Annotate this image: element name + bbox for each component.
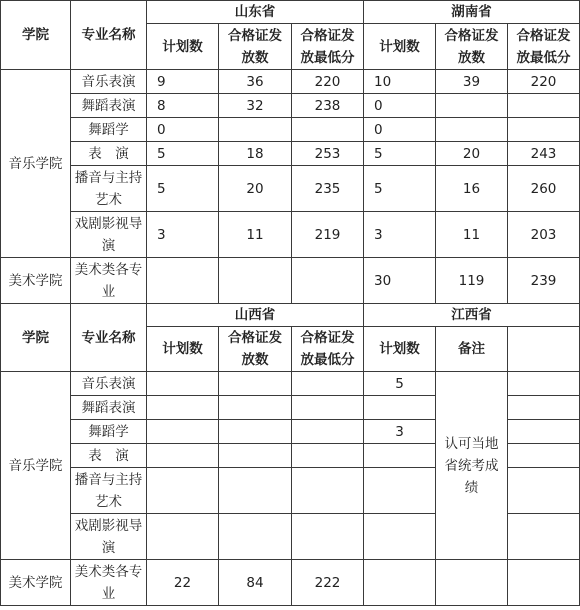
- major-cell: 戏剧影视导演: [71, 212, 147, 258]
- min-score-cell: 253: [292, 142, 364, 166]
- header-min-score: 合格证发放最低分: [292, 24, 364, 70]
- plan-cell: [147, 514, 219, 560]
- plan-cell: [147, 258, 219, 304]
- issued-cell: [436, 118, 508, 142]
- plan-cell: 5: [364, 142, 436, 166]
- min-score-cell: 235: [292, 166, 364, 212]
- major-cell: 美术类各专业: [71, 560, 147, 606]
- plan-cell: 3: [364, 212, 436, 258]
- plan-cell: 5: [364, 166, 436, 212]
- table-row: [1, 142, 580, 166]
- issued-cell: 20: [436, 142, 508, 166]
- min-score-cell: [292, 420, 364, 444]
- plan-cell: [364, 560, 436, 606]
- issued-cell: [219, 258, 292, 304]
- plan-cell: 22: [147, 560, 219, 606]
- header-major: 专业名称: [71, 304, 147, 372]
- table-row: [1, 70, 580, 94]
- header-college: 学院: [1, 304, 71, 372]
- plan-cell: 10: [364, 70, 436, 94]
- major-cell: 美术类各专业: [71, 258, 147, 304]
- min-score-cell: 203: [508, 212, 580, 258]
- plan-cell: [364, 444, 436, 468]
- college-cell: 音乐学院: [1, 372, 71, 560]
- header-plan: 计划数: [147, 24, 219, 70]
- empty-header-cell: [508, 327, 580, 372]
- issued-cell: 18: [219, 142, 292, 166]
- min-score-cell: [292, 372, 364, 396]
- plan-cell: [364, 396, 436, 420]
- plan-cell: 3: [364, 420, 436, 444]
- plan-cell: 5: [147, 166, 219, 212]
- header-province-shanxi: 山西省: [147, 304, 364, 327]
- header-college: 学院: [1, 1, 71, 70]
- extra-cell: [508, 560, 580, 606]
- plan-cell: 8: [147, 94, 219, 118]
- extra-cell: [508, 444, 580, 468]
- min-score-cell: 239: [508, 258, 580, 304]
- table-row: [1, 94, 580, 118]
- major-cell: 表 演: [71, 142, 147, 166]
- min-score-cell: [292, 396, 364, 420]
- plan-cell: 0: [364, 118, 436, 142]
- extra-cell: [508, 372, 580, 396]
- min-score-cell: 220: [292, 70, 364, 94]
- major-cell: 音乐表演: [71, 70, 147, 94]
- major-cell: 舞蹈学: [71, 420, 147, 444]
- min-score-cell: [292, 514, 364, 560]
- plan-cell: [147, 420, 219, 444]
- min-score-cell: 238: [292, 94, 364, 118]
- min-score-cell: 220: [508, 70, 580, 94]
- remark-cell: 认可当地省统考成绩: [436, 372, 508, 560]
- extra-cell: [508, 514, 580, 560]
- issued-cell: [219, 444, 292, 468]
- issued-cell: 11: [219, 212, 292, 258]
- table-row: [1, 212, 580, 258]
- plan-cell: 30: [364, 258, 436, 304]
- plan-cell: 0: [364, 94, 436, 118]
- plan-cell: 5: [147, 142, 219, 166]
- issued-cell: 16: [436, 166, 508, 212]
- header-issued: 合格证发放数: [219, 327, 292, 372]
- issued-cell: [436, 94, 508, 118]
- header-issued: 合格证发放数: [219, 24, 292, 70]
- min-score-cell: [292, 258, 364, 304]
- plan-cell: [147, 372, 219, 396]
- issued-cell: [219, 468, 292, 514]
- major-cell: 播音与主持艺术: [71, 166, 147, 212]
- min-score-cell: [508, 94, 580, 118]
- plan-cell: [147, 468, 219, 514]
- table-row: [1, 166, 580, 212]
- header-min-score: 合格证发放最低分: [292, 327, 364, 372]
- extra-cell: [508, 468, 580, 514]
- major-cell: 表 演: [71, 444, 147, 468]
- header-remark: 备注: [436, 327, 508, 372]
- college-cell: 音乐学院: [1, 70, 71, 258]
- major-cell: 舞蹈学: [71, 118, 147, 142]
- header-province-shandong: 山东省: [147, 1, 364, 24]
- college-cell: 美术学院: [1, 258, 71, 304]
- issued-cell: 20: [219, 166, 292, 212]
- major-cell: 播音与主持艺术: [71, 468, 147, 514]
- min-score-cell: 222: [292, 560, 364, 606]
- extra-cell: [508, 396, 580, 420]
- header-plan: 计划数: [147, 327, 219, 372]
- header-plan: 计划数: [364, 24, 436, 70]
- header-major: 专业名称: [71, 1, 147, 70]
- min-score-cell: [292, 444, 364, 468]
- plan-cell: [364, 514, 436, 560]
- table-row: [1, 560, 580, 606]
- min-score-cell: [508, 118, 580, 142]
- issued-cell: [219, 420, 292, 444]
- empty-cell: [436, 560, 508, 606]
- header-province-jiangxi: 江西省: [364, 304, 580, 327]
- table-row: [1, 258, 580, 304]
- plan-cell: 9: [147, 70, 219, 94]
- plan-cell: [364, 468, 436, 514]
- plan-cell: 3: [147, 212, 219, 258]
- table-row: [1, 372, 580, 396]
- header-min-score: 合格证发放最低分: [508, 24, 580, 70]
- plan-cell: 5: [364, 372, 436, 396]
- header-issued: 合格证发放数: [436, 24, 508, 70]
- min-score-cell: 219: [292, 212, 364, 258]
- header-province-hunan: 湖南省: [364, 1, 580, 24]
- major-cell: 戏剧影视导演: [71, 514, 147, 560]
- major-cell: 舞蹈表演: [71, 94, 147, 118]
- major-cell: 音乐表演: [71, 372, 147, 396]
- issued-cell: [219, 514, 292, 560]
- issued-cell: 84: [219, 560, 292, 606]
- min-score-cell: [292, 118, 364, 142]
- extra-cell: [508, 420, 580, 444]
- plan-cell: 0: [147, 118, 219, 142]
- table-row: [1, 118, 580, 142]
- major-cell: 舞蹈表演: [71, 396, 147, 420]
- issued-cell: [219, 396, 292, 420]
- min-score-cell: 260: [508, 166, 580, 212]
- plan-cell: [147, 396, 219, 420]
- issued-cell: [219, 118, 292, 142]
- header-plan: 计划数: [364, 327, 436, 372]
- issued-cell: 11: [436, 212, 508, 258]
- min-score-cell: [292, 468, 364, 514]
- issued-cell: 32: [219, 94, 292, 118]
- issued-cell: 36: [219, 70, 292, 94]
- issued-cell: 39: [436, 70, 508, 94]
- issued-cell: [219, 372, 292, 396]
- college-cell: 美术学院: [1, 560, 71, 606]
- issued-cell: 119: [436, 258, 508, 304]
- min-score-cell: 243: [508, 142, 580, 166]
- plan-cell: [147, 444, 219, 468]
